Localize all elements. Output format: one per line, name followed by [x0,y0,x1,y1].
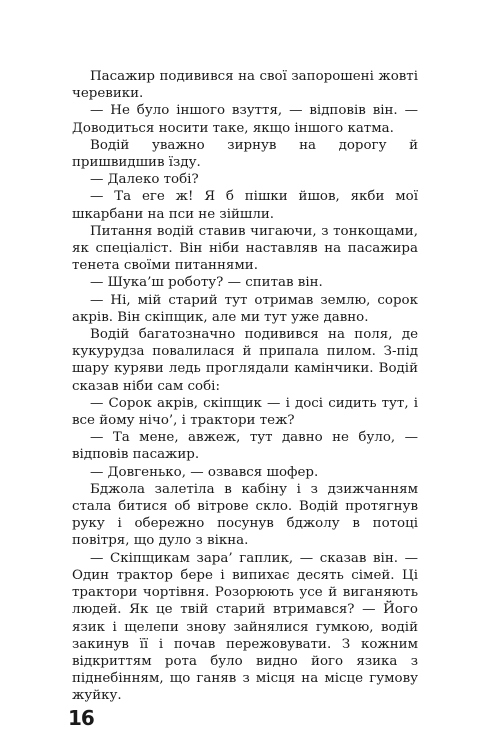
paragraph: Водій багатозначно подивився на поля, де кукурудза повалилася й припала пилом. З-під шару куряви ледь проглядали камінчики. Водій сказав ніби сам собі: [72,327,418,394]
paragraph: — Скіпщикам зара’ гаплик, — сказав він. — Один трактор бере і випихає десять сімей. Ці трактори чортівня. Розорюють усе й виганяють людей. Як це твій старий втримався? — Його язик і щелепи знову зайнялися гумкою, водій закинув її і почав пережовувати. З кожним відкриттям рота було видно його язика з піднебінням, що ганяв з місця на місце гумову жуйку. [72,550,418,704]
paragraph: Питання водій ставив чигаючи, з тонкощами, як спеціаліст. Він ніби наставляв на пасажира тенета своїми питаннями. [72,223,418,274]
paragraph: — Та еге ж! Я б пішки йшов, якби мої шкарбани на пси не зійшли. [72,189,418,222]
paragraph: — Та мене, авжеж, тут давно не було, — відповів пасажир. [72,430,418,463]
paragraph: Пасажир подивився на свої запорошені жовті черевики. [72,69,418,102]
paragraph: Бджола залетіла в кабіну і з дзижчанням стала битися об вітрове скло. Водій протягнув руку і обережно посунув бджолу в потоці повітря, що дуло з вікна. [72,481,418,549]
paragraph: — Ні, мій старий тут отримав землю, сорок акрів. Він скіпщик, але ми тут уже давно. [72,292,418,325]
paragraph: — Далеко тобі? [90,172,199,188]
page-number: 16 [68,706,94,730]
paragraph: — Сорок акрів, скіпщик — і досі сидить тут, і все йому нічо’, і трактори теж? [72,395,418,429]
paragraph: — Шука’ш роботу? — спитав він. [90,275,323,291]
body-text [72,68,418,705]
paragraph: — Довгенько, — озвався шофер. [90,464,319,480]
paragraph: Водій уважно зирнув на дорогу й пришвидшив їзду. [72,137,418,171]
paragraph: — Не було іншого взуття, — відповів він. — Доводиться носити таке, якщо іншого катма. [72,103,418,136]
